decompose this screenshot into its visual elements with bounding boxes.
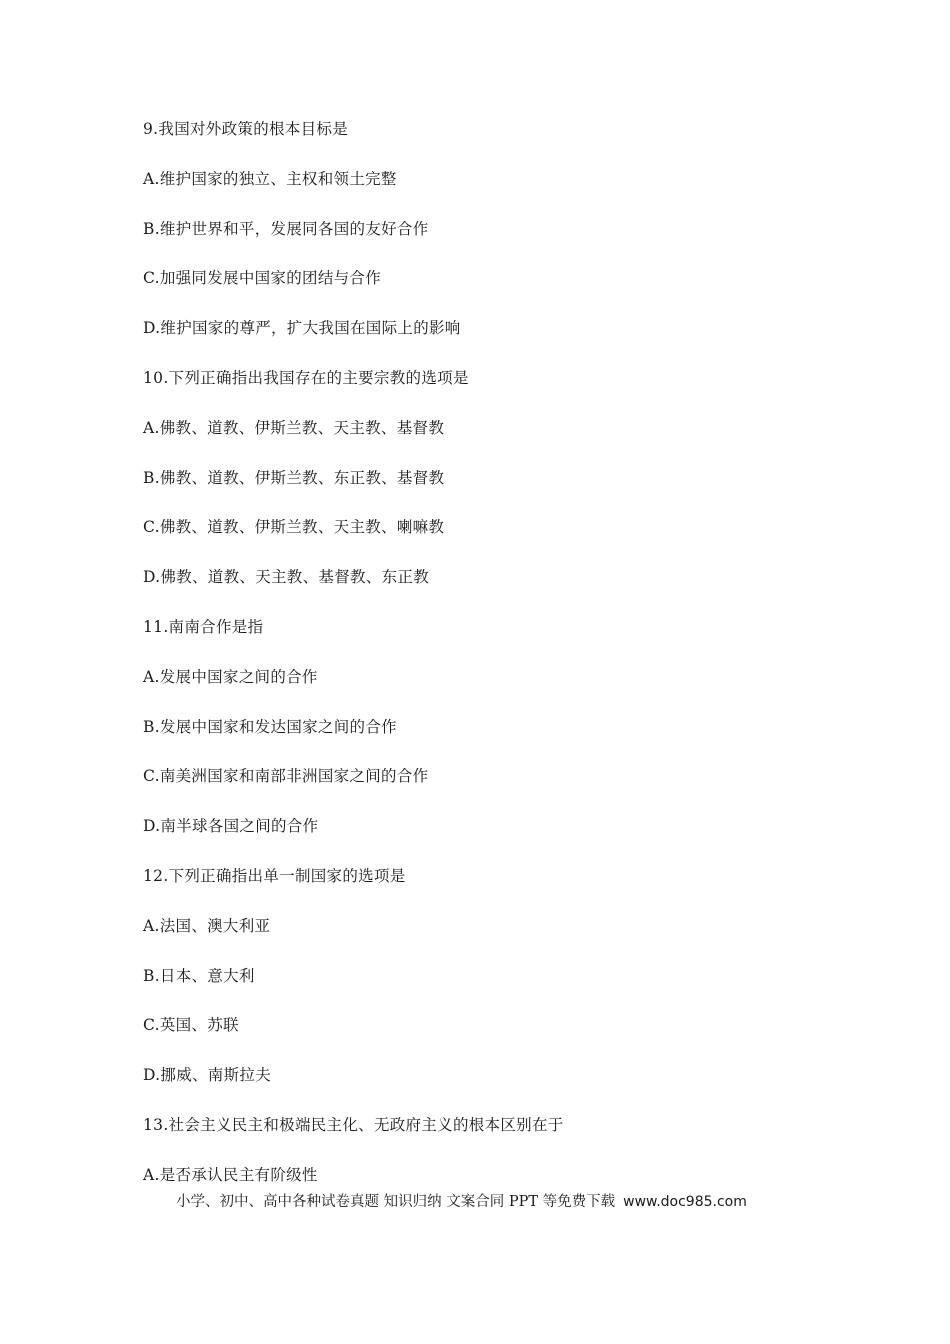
question-stem: 11.南南合作是指 [143, 617, 264, 636]
answer-option: B.佛教、道教、伊斯兰教、东正教、基督教 [143, 468, 445, 487]
answer-option: A.维护国家的独立、主权和领土完整 [143, 169, 397, 188]
answer-option: D.佛教、道教、天主教、基督教、东正教 [143, 568, 430, 587]
answer-option: B.日本、意大利 [143, 966, 255, 985]
answer-option: A.发展中国家之间的合作 [143, 667, 318, 686]
answer-option: D.维护国家的尊严，扩大我国在国际上的影响 [143, 319, 461, 338]
page-footer [176, 1190, 747, 1214]
answer-option: D.南半球各国之间的合作 [143, 817, 319, 836]
question-list [143, 115, 863, 1211]
question-stem: 12.下列正确指出单一制国家的选项是 [143, 866, 406, 885]
answer-option: C.南美洲国家和南部非洲国家之间的合作 [143, 767, 429, 786]
answer-option: A.佛教、道教、伊斯兰教、天主教、基督教 [143, 418, 445, 437]
question-stem: 13.社会主义民主和极端民主化、无政府主义的根本区别在于 [143, 1115, 564, 1134]
answer-option: C.加强同发展中国家的团结与合作 [143, 269, 382, 288]
question-stem: 10.下列正确指出我国存在的主要宗教的选项是 [143, 368, 469, 387]
answer-option: B.维护世界和平，发展同各国的友好合作 [143, 219, 429, 238]
question-stem: 9.我国对外政策的根本目标是 [143, 120, 348, 138]
answer-option: A.是否承认民主有阶级性 [143, 1165, 318, 1184]
answer-option: C.英国、苏联 [143, 1016, 239, 1035]
answer-option: D.挪威、南斯拉夫 [143, 1066, 272, 1085]
footer-url[interactable]: www.doc985.com [623, 1194, 747, 1210]
footer-text: 小学、初中、高中各种试卷真题 知识归纳 文案合同 PPT 等免费下载 [176, 1194, 616, 1210]
answer-option: A.法国、澳大利亚 [143, 916, 271, 935]
answer-option: C.佛教、道教、伊斯兰教、天主教、喇嘛教 [143, 518, 445, 537]
answer-option: B.发展中国家和发达国家之间的合作 [143, 717, 397, 736]
